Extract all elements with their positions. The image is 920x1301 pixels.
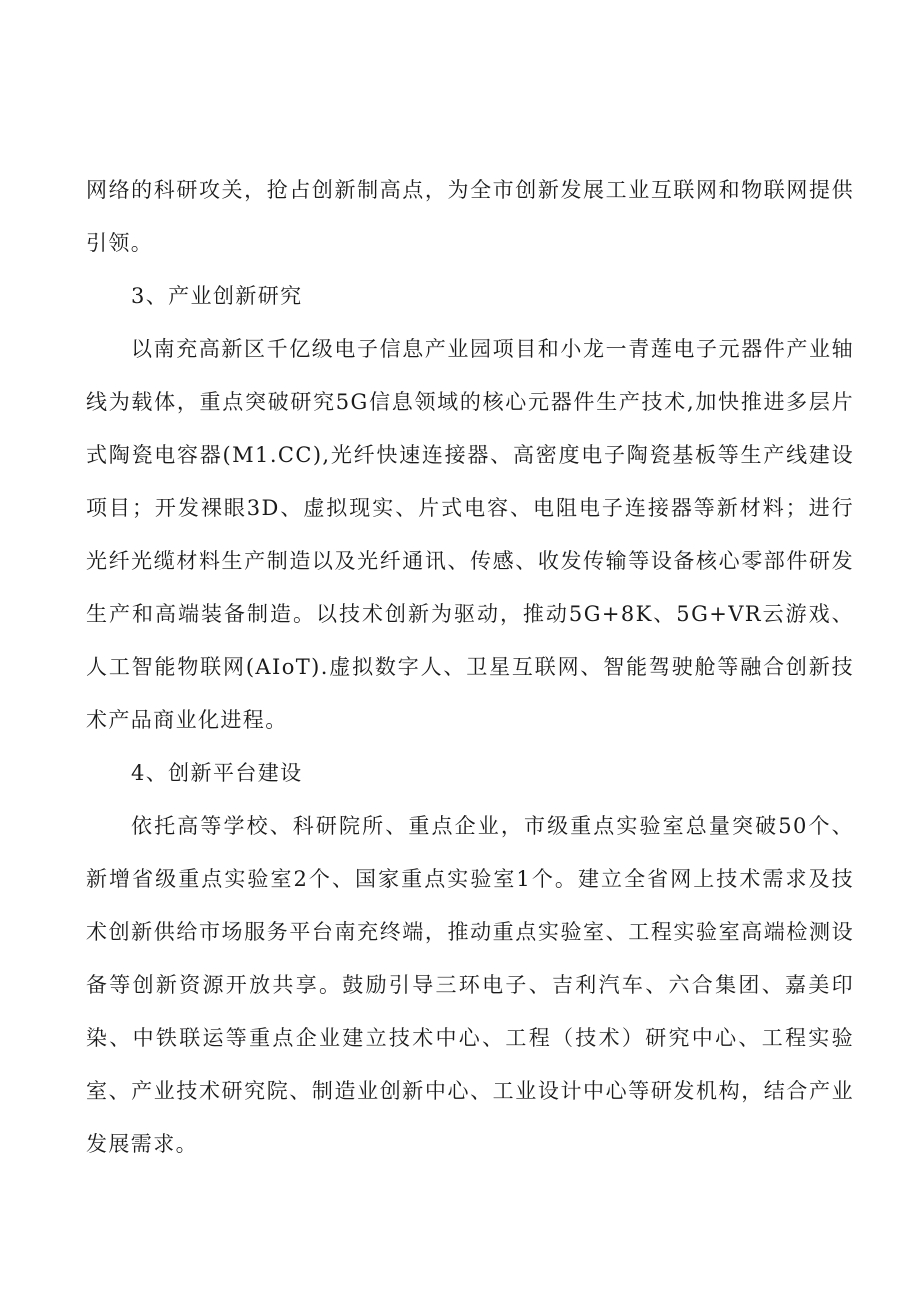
paragraph-platform-construction: 依托高等学校、科研院所、重点企业，市级重点实验室总量突破50个、新增省级重点实验室2个、国家重点实验室1个。建立全省网上技术需求及技术创新供给市场服务平台南充终端，推动重点实验室、工程实验室高端检测设备等创新资源开放共享。鼓励引导三环电子、吉利汽车、六合集团、嘉美印染、中铁联运等重点企业建立技术中心、工程（技术）研究中心、工程实验室、产业技术研究院、制造业创新中心、工业设计中心等研发机构，结合产业发展需求。 [86,814,854,1156]
section-heading-4: 4、创新平台建设 [131,761,303,785]
section-heading-3: 3、产业创新研究 [131,284,303,308]
paragraph-continued: 网络的科研攻关，抢占创新制高点，为全市创新发展工业互联网和物联网提供引领。 [86,178,854,255]
paragraph-industry-innovation: 以南充高新区千亿级电子信息产业园项目和小龙一青莲电子元器件产业轴线为载体，重点突破研究5G信息领域的核心元器件生产技术,加快推进多层片式陶瓷电容器(M1.CC),光纤快速连接器、高密度电子陶瓷基板等生产线建设项目；开发裸眼3D、虚拟现实、片式电容、电阻电子连接器等新材料；进行光纤光缆材料生产制造以及光纤通讯、传感、收发传输等设备核心零部件研发生产和高端装备制造。以技术创新为驱动，推动5G+8K、5G+VR云游戏、人工智能物联网(AIoT).虚拟数字人、卫星互联网、智能驾驶舱等融合创新技术产品商业化进程。 [86,337,854,732]
document-page [86,164,854,1171]
